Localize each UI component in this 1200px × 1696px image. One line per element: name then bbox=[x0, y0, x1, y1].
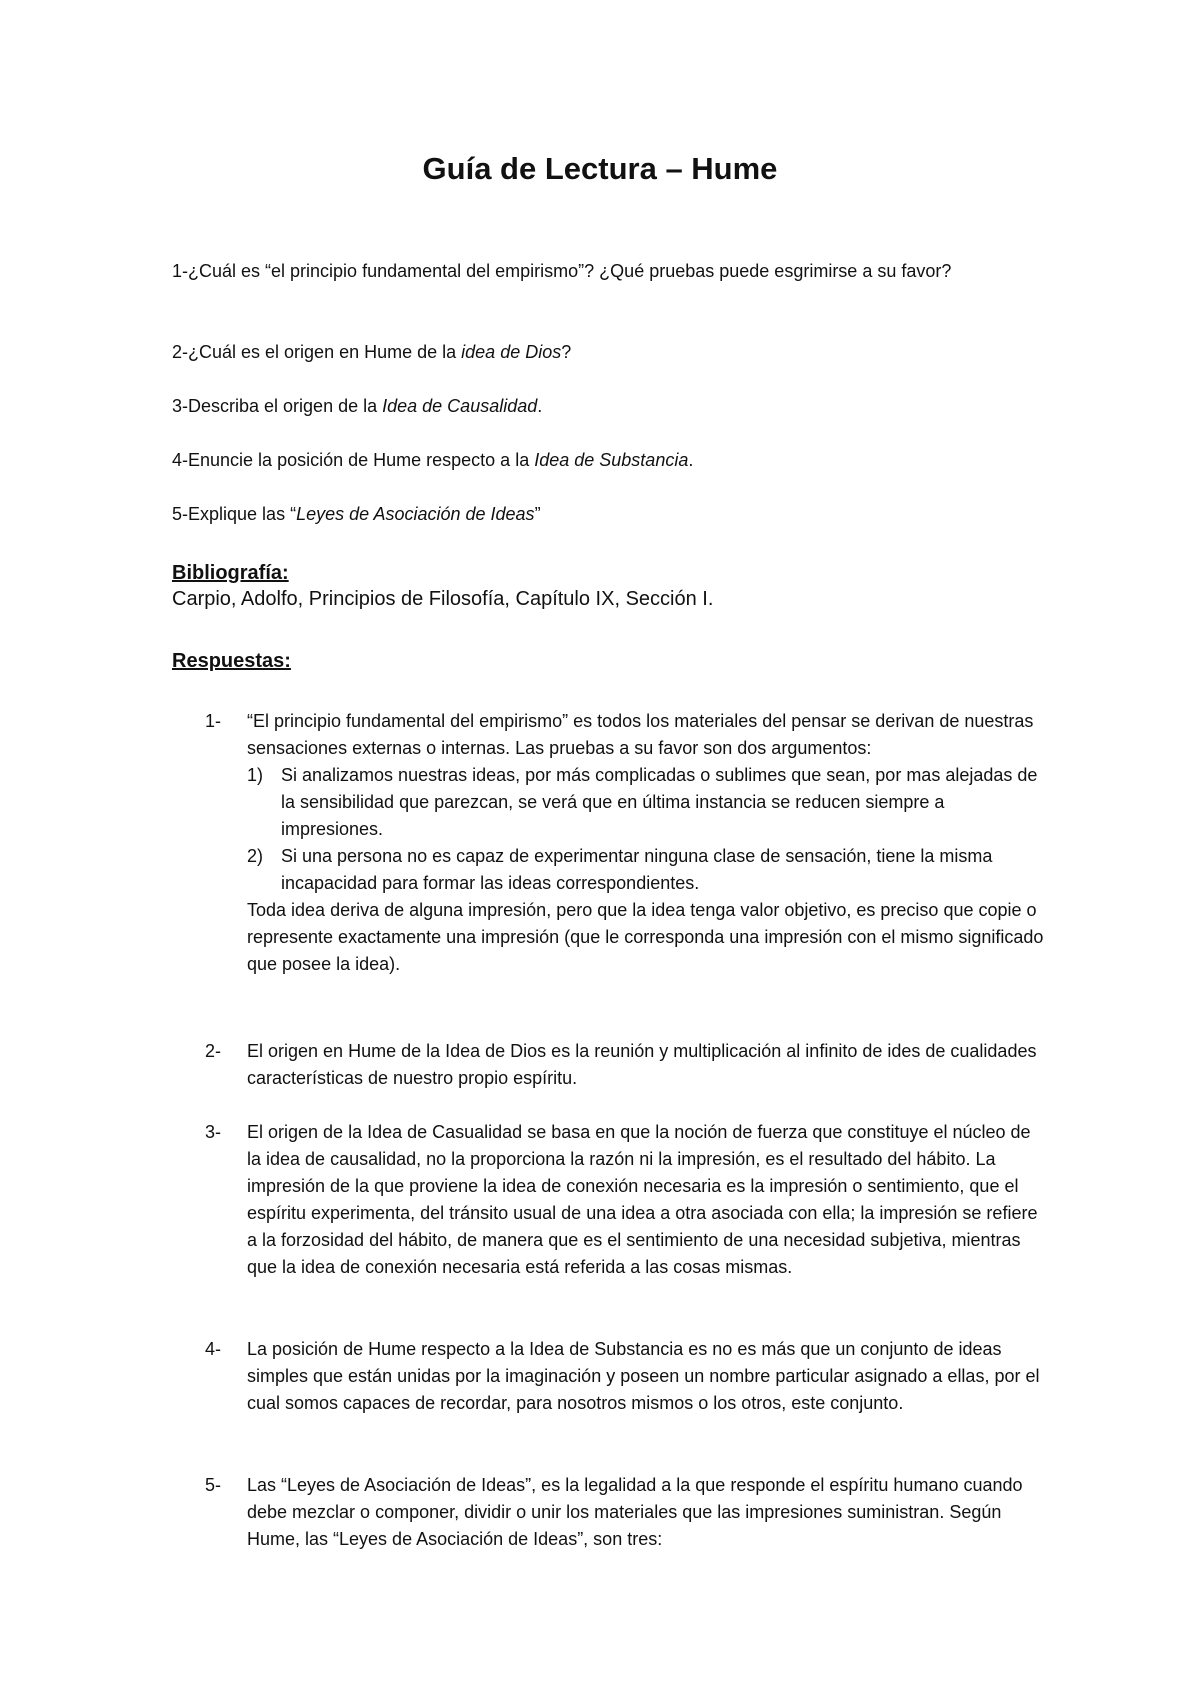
answer-3-number: 3- bbox=[205, 1122, 222, 1142]
argument-2-text: Si una persona no es capaz de experimentar ninguna clase de sensación, tiene la misma incapacidad para formar las ideas correspondientes. bbox=[281, 846, 993, 893]
question-2-text: 2-¿Cuál es el origen en Hume de la bbox=[172, 342, 462, 362]
answer-2-number: 2- bbox=[205, 1041, 222, 1061]
question-4-emphasis: Idea de Substancia bbox=[534, 450, 689, 470]
answer-3-text: El origen de la Idea de Casualidad se basa en que la noción de fuerza que constituye el núcleo de la idea de causalidad, no la proporciona la razón ni la impresión, es el resultado del hábito. La impresión de la que proviene la idea de conexión necesaria es la impresión o sentimiento, que el espíritu experimenta, del tránsito usual de una idea a otra asociada con ella; la impresión se refiere a la forzosidad del hábito, de manera que es el sentimiento de una necesidad subjetiva, mientras que la idea de conexión necesaria está referida a las cosas mismas. bbox=[247, 1122, 1038, 1277]
argument-1-text: Si analizamos nuestras ideas, por más complicadas o sublimes que sean, por mas alejadas de la sensibilidad que parezcan, se verá que en última instancia se reducen siempre a impresiones. bbox=[281, 765, 1038, 839]
answer-1-argument-2 bbox=[247, 843, 1047, 897]
page-title: Guía de Lectura – Hume bbox=[422, 151, 778, 186]
answer-3 bbox=[207, 1119, 1047, 1281]
question-3-emphasis: Idea de Causalidad bbox=[382, 396, 538, 416]
answer-2-text: El origen en Hume de la Idea de Dios es la reunión y multiplicación al infinito de ides de cualidades características de nuestro propio espíritu. bbox=[247, 1041, 1037, 1088]
answer-5-number: 5- bbox=[205, 1475, 222, 1495]
bibliography-heading: Bibliografía: bbox=[172, 562, 289, 584]
question-4 bbox=[172, 447, 1042, 474]
answer-4-text: La posición de Hume respecto a la Idea de Substancia es no es más que un conjunto de ideas simples que están unidas por la imaginación y poseen un nombre particular asignado a ellas, por el cual somos capaces de recordar, para nosotros mismos o los otros, este conjunto. bbox=[247, 1339, 1040, 1413]
answer-1-intro: “El principio fundamental del empirismo” es todos los materiales del pensar se derivan de nuestras sensaciones externas o internas. Las pruebas a su favor son dos argumentos: bbox=[247, 711, 1034, 758]
answer-1-number: 1- bbox=[205, 711, 222, 731]
question-1-text: 1-¿Cuál es “el principio fundamental del empirismo”? ¿Qué pruebas puede esgrimirse a su favor? bbox=[172, 261, 952, 281]
answer-2 bbox=[207, 1038, 1047, 1092]
question-1 bbox=[172, 258, 1042, 285]
question-4-end: . bbox=[688, 450, 694, 470]
question-5-text: 5-Explique las “ bbox=[172, 504, 297, 524]
answer-1 bbox=[207, 708, 1047, 978]
bibliography bbox=[172, 560, 1042, 612]
answer-1-conclusion: Toda idea deriva de alguna impresión, pero que la idea tenga valor objetivo, es preciso que copie o represente exactamente una impresión (que le corresponda una impresión con el mismo significado que posee la idea). bbox=[247, 900, 1044, 974]
argument-2-number: 2) bbox=[247, 846, 264, 866]
answer-1-argument-1 bbox=[247, 762, 1047, 843]
answers-section bbox=[172, 648, 1042, 674]
bibliography-entry: Carpio, Adolfo, Principios de Filosofía, Capítulo IX, Sección I. bbox=[172, 588, 714, 610]
answers-heading: Respuestas: bbox=[172, 650, 291, 672]
question-5-end: ” bbox=[534, 504, 541, 524]
question-2-end: ? bbox=[561, 342, 572, 362]
answer-4-number: 4- bbox=[205, 1339, 222, 1359]
question-3-end: . bbox=[537, 396, 543, 416]
question-2 bbox=[172, 339, 1042, 366]
question-5 bbox=[172, 501, 1042, 528]
answer-4 bbox=[207, 1336, 1047, 1417]
answer-5-text: Las “Leyes de Asociación de Ideas”, es la legalidad a la que responde el espíritu humano cuando debe mezclar o componer, dividir o unir los materiales que las impresiones suministran. Según Hume, las “Leyes de Asociación de Ideas”, son tres: bbox=[247, 1475, 1023, 1549]
question-3-text: 3-Describa el origen de la bbox=[172, 396, 383, 416]
question-2-emphasis: idea de Dios bbox=[461, 342, 562, 362]
answer-5 bbox=[207, 1472, 1047, 1553]
argument-1-number: 1) bbox=[247, 765, 264, 785]
question-3 bbox=[172, 393, 1042, 420]
question-5-emphasis: Leyes de Asociación de Ideas bbox=[296, 504, 535, 524]
question-4-text: 4-Enuncie la posición de Hume respecto a la bbox=[172, 450, 535, 470]
